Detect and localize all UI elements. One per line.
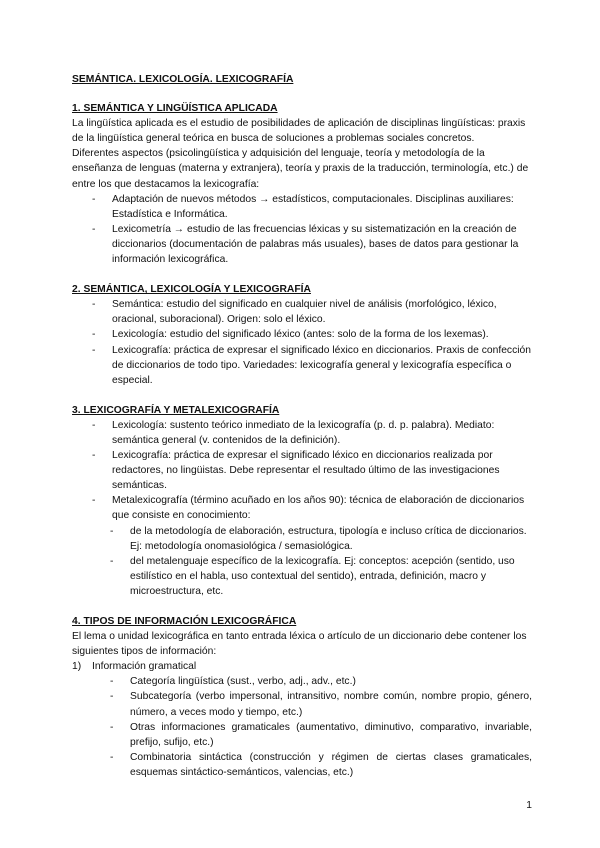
section-2-list	[72, 297, 532, 388]
list-item: - Metalexicografía (término acuñado en los años 90): técnica de elaboración de diccionarios que consiste en conocimiento:	[72, 493, 532, 523]
list-item: - Combinatoria sintáctica (construcción y régimen de ciertas clases gramaticales, esquemas sintáctico-semánticos, valencias, etc.)	[72, 750, 532, 780]
section-1-paragraph-1: La lingüística aplicada es el estudio de posibilidades de aplicación de disciplinas lingüísticas: praxis de la lingüística general teórica en busca de soluciones a problemas sociales concretos.	[72, 118, 526, 145]
section-4-heading: 4. TIPOS DE INFORMACIÓN LEXICOGRÁFICA	[72, 616, 297, 627]
document-page	[72, 72, 532, 780]
section-4-sublist	[72, 674, 532, 780]
numbered-item	[72, 659, 532, 674]
list-item: - Subcategoría (verbo impersonal, intransitivo, nombre común, nombre propio, género, número, a veces modo y tiempo, etc.)	[72, 689, 532, 719]
section-1-heading: 1. SEMÁNTICA Y LINGÜÍSTICA APLICADA	[72, 103, 278, 115]
list-item: - Adaptación de nuevos métodos → estadísticos, computacionales. Disciplinas auxiliares: Estadística e Informática.	[72, 192, 532, 222]
page-number: 1	[526, 800, 532, 811]
section-4-numbered-list	[72, 659, 532, 674]
list-item: - de la metodología de elaboración, estructura, tipología e incluso crítica de diccionarios. Ej: metodología onomasiológica / semasiológica.	[72, 524, 532, 554]
section-4-intro: El lema o unidad lexicográfica en tanto entrada léxica o artículo de un diccionario debe contener los siguientes tipos de información:	[72, 631, 527, 658]
section-3-sublist	[72, 524, 532, 599]
list-item: - Lexicología: sustento teórico inmediato de la lexicografía (p. d. p. palabra). Mediato: semántica general (v. contenidos de la definición).	[72, 418, 532, 448]
list-item: - Semántica: estudio del significado en cualquier nivel de análisis (morfológico, léxico, oracional, suboracional). Origen: solo el léxico.	[72, 297, 532, 327]
list-item: - del metalenguaje específico de la lexicografía. Ej: conceptos: acepción (sentido, uso estilístico en el habla, uso contextual del sentido), entrada, definición, macro y microestructura, etc.	[72, 554, 532, 599]
section-3-heading: 3. LEXICOGRAFÍA Y METALEXICOGRAFÍA	[72, 404, 280, 416]
document-title: SEMÁNTICA. LEXICOLOGÍA. LEXICOGRAFÍA	[72, 74, 294, 85]
list-item: - Lexicología: estudio del significado léxico (antes: solo de la forma de los lexemas).	[72, 327, 532, 342]
item-number: 1)	[72, 661, 82, 673]
list-item: - Lexicografía: práctica de expresar el significado léxico en diccionarios. Praxis de confección de diccionarios de todo tipo. Variedades: lexicografía general y lexicografía específica o especial.	[72, 343, 532, 388]
section-1-paragraph-2: Diferentes aspectos (psicolingüística y adquisición del lenguaje, teoría y metodología de la enseñanza de lenguas (materna y extranjera), teoría y praxis de la traducción, terminología, etc.) de entre los que destacamos la lexicografía:	[72, 148, 529, 190]
section-2-heading: 2. SEMÁNTICA, LEXICOLOGÍA Y LEXICOGRAFÍA	[72, 284, 311, 296]
section-1-list	[72, 192, 532, 267]
list-item: - Lexicografía: práctica de expresar el significado léxico en diccionarios realizada por redactores, no lingüistas. Debe representar el resultado último de las investigaciones semánticas.	[72, 448, 532, 493]
list-item: - Otras informaciones gramaticales (aumentativo, diminutivo, comparativo, invariable, prefijo, sufijo, etc.)	[72, 720, 532, 750]
item-label: Información gramatical	[92, 661, 197, 673]
list-item: - Categoría lingüística (sust., verbo, adj., adv., etc.)	[72, 674, 532, 689]
section-3-list	[72, 418, 532, 524]
list-item: - Lexicometría → estudio de las frecuencias léxicas y su sistematización en la creación de diccionarios (documentación de palabras más usuales), bases de datos para gestionar la información lexicográfica.	[72, 222, 532, 267]
